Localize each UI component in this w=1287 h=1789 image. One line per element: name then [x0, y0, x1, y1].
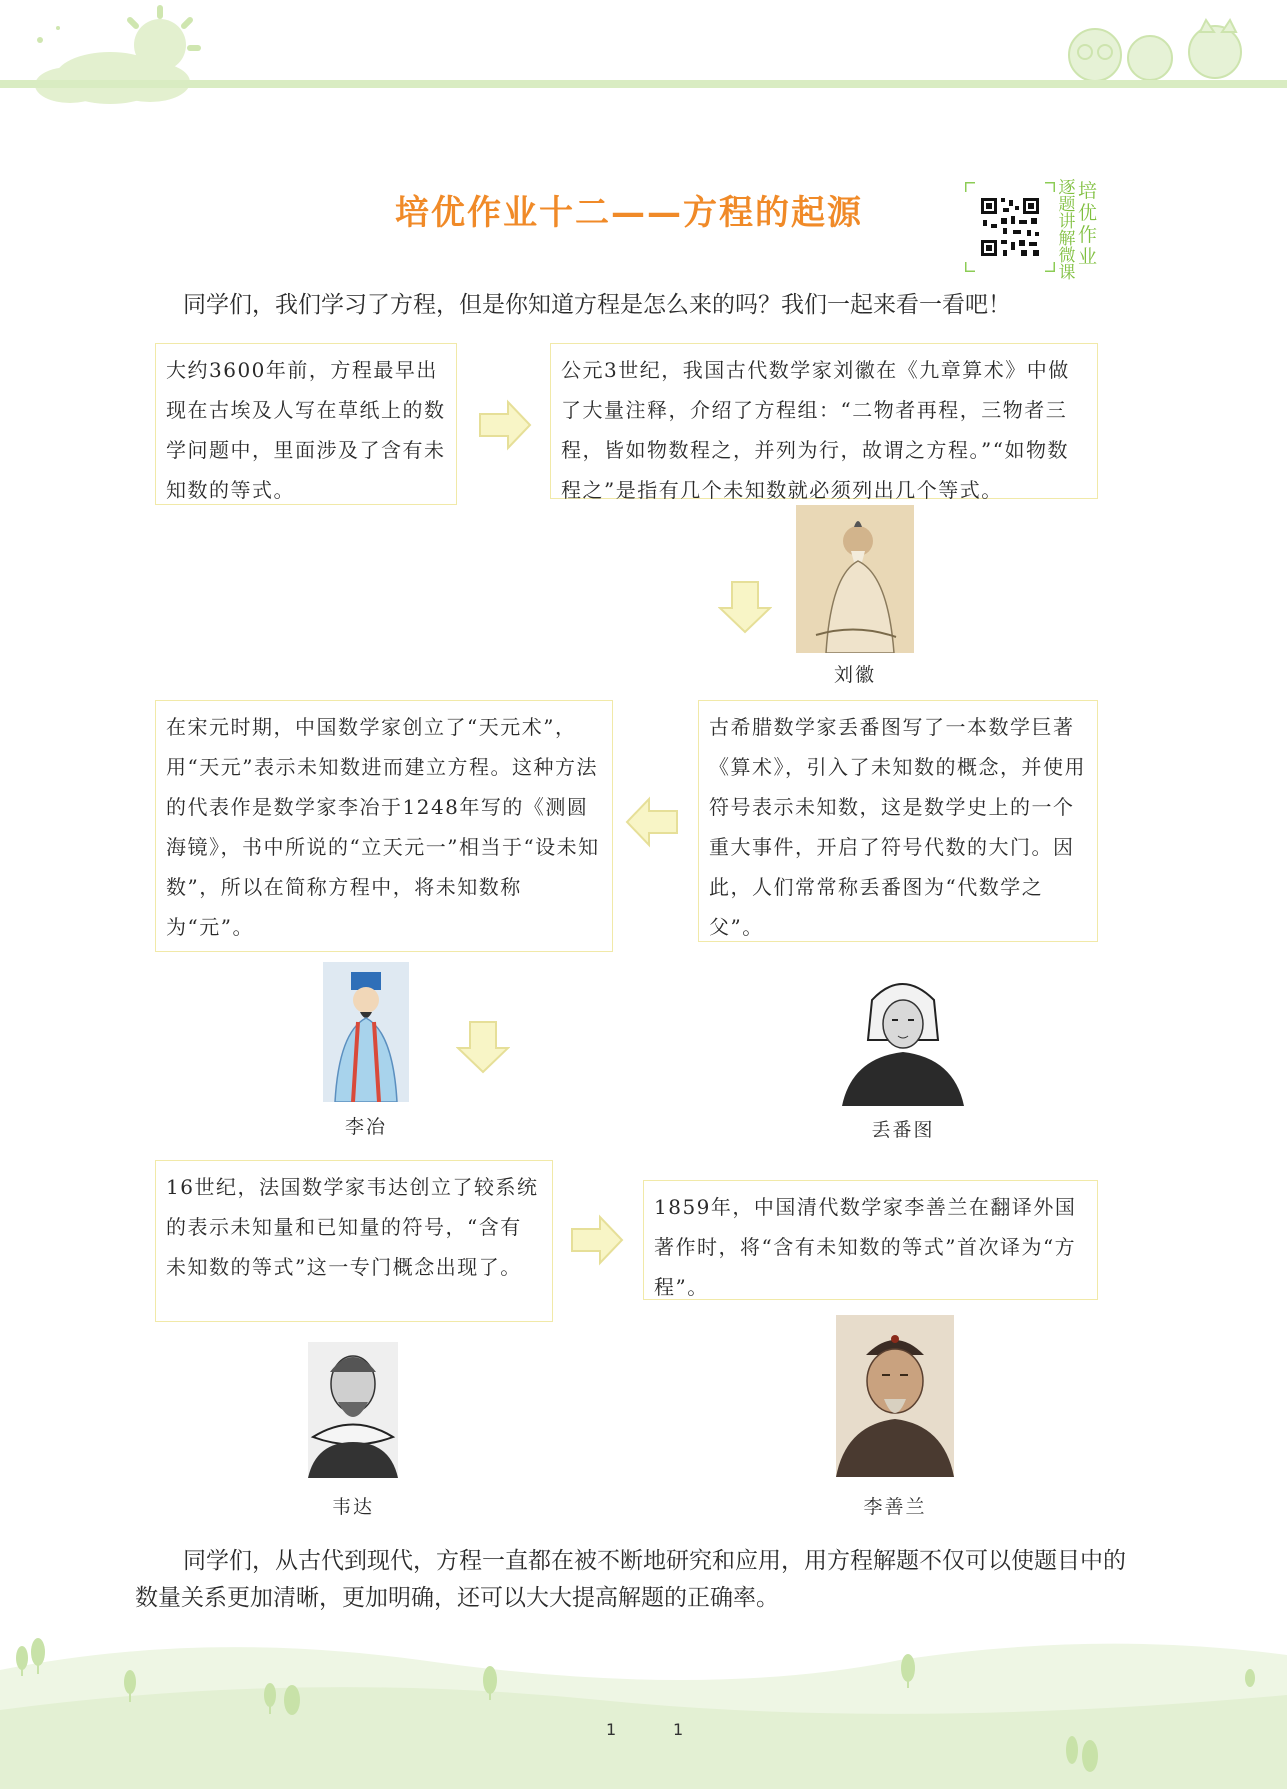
outro-paragraph: 同学们，从古代到现代，方程一直都在被不断地研究和应用，用方程解题不仅可以使题目中的数量关系更加清晰，更加明确，还可以大大提高解题的正确率。	[135, 1548, 1126, 1611]
arrow-down-icon	[718, 580, 772, 634]
caption-liuhui: 刘徽	[833, 664, 876, 686]
page-title: 培优作业十二——方程的起源	[395, 193, 863, 233]
page-number-right: 1	[673, 1720, 684, 1739]
diophantus-portrait	[842, 970, 964, 1106]
lishanlan-portrait	[836, 1315, 954, 1477]
animal-faces-icon	[1069, 20, 1241, 81]
arrow-right-icon	[478, 398, 532, 452]
qr-code-icon[interactable]	[965, 182, 1055, 272]
arrow-left-icon	[625, 795, 679, 849]
page-number-left: 1	[606, 1720, 617, 1739]
box-liye: 在宋元时期，中国数学家创立了“天元术”，用“天元”表示未知数进而建立方程。这种方法的代表作是数学家李冶于1248年写的《测圆海镜》，书中所说的“立天元一”相当于“设未知数”，所以在简称方程中，将未知数称为“元”。	[155, 700, 613, 952]
caption-liye: 李冶	[344, 1116, 387, 1138]
qr-label-col2: 培优作业	[1078, 180, 1098, 268]
arrow-right-icon-2	[570, 1213, 624, 1267]
cloud-sun-icon	[35, 8, 198, 104]
liye-portrait	[323, 962, 409, 1102]
qr-label	[1058, 178, 1098, 283]
header-line	[0, 80, 1287, 88]
caption-lishanlan: 李善兰	[863, 1496, 927, 1518]
box-lishanlan: 1859年，中国清代数学家李善兰在翻译外国著作时，将“含有未知数的等式”首次译为“方程”。	[643, 1180, 1098, 1300]
caption-viete: 韦达	[331, 1496, 374, 1518]
box-egypt: 大约3600年前，方程最早出现在古埃及人写在草纸上的数学问题中，里面涉及了含有未知数的等式。	[155, 343, 457, 505]
caption-diophantus: 丢番图	[871, 1119, 935, 1141]
box-diophantus: 古希腊数学家丢番图写了一本数学巨著《算术》，引入了未知数的概念，并使用符号表示未知数，这是数学史上的一个重大事件，开启了符号代数的大门。因此，人们常常称丢番图为“代数学之父”。	[698, 700, 1098, 942]
intro-paragraph: 同学们，我们学习了方程，但是你知道方程是怎么来的吗？我们一起来看一看吧！	[183, 292, 1011, 318]
viete-portrait	[308, 1342, 398, 1478]
footer-landscape	[0, 1600, 1287, 1789]
arrow-down-icon-2	[456, 1020, 510, 1074]
box-liuhui: 公元3世纪，我国古代数学家刘徽在《九章算术》中做了大量注释，介绍了方程组：“二物者再程，三物者三程，皆如物数程之，并列为行，故谓之方程。”“如物数程之”是指有几个未知数就必须列出几个等式。	[550, 343, 1098, 499]
header-decoration	[0, 0, 1287, 110]
liuhui-portrait	[796, 505, 914, 653]
qr-label-col1: 逐题讲解微课	[1058, 178, 1076, 283]
box-viete: 16世纪，法国数学家韦达创立了较系统的表示未知量和已知量的符号，“含有未知数的等式”这一专门概念出现了。	[155, 1160, 553, 1322]
